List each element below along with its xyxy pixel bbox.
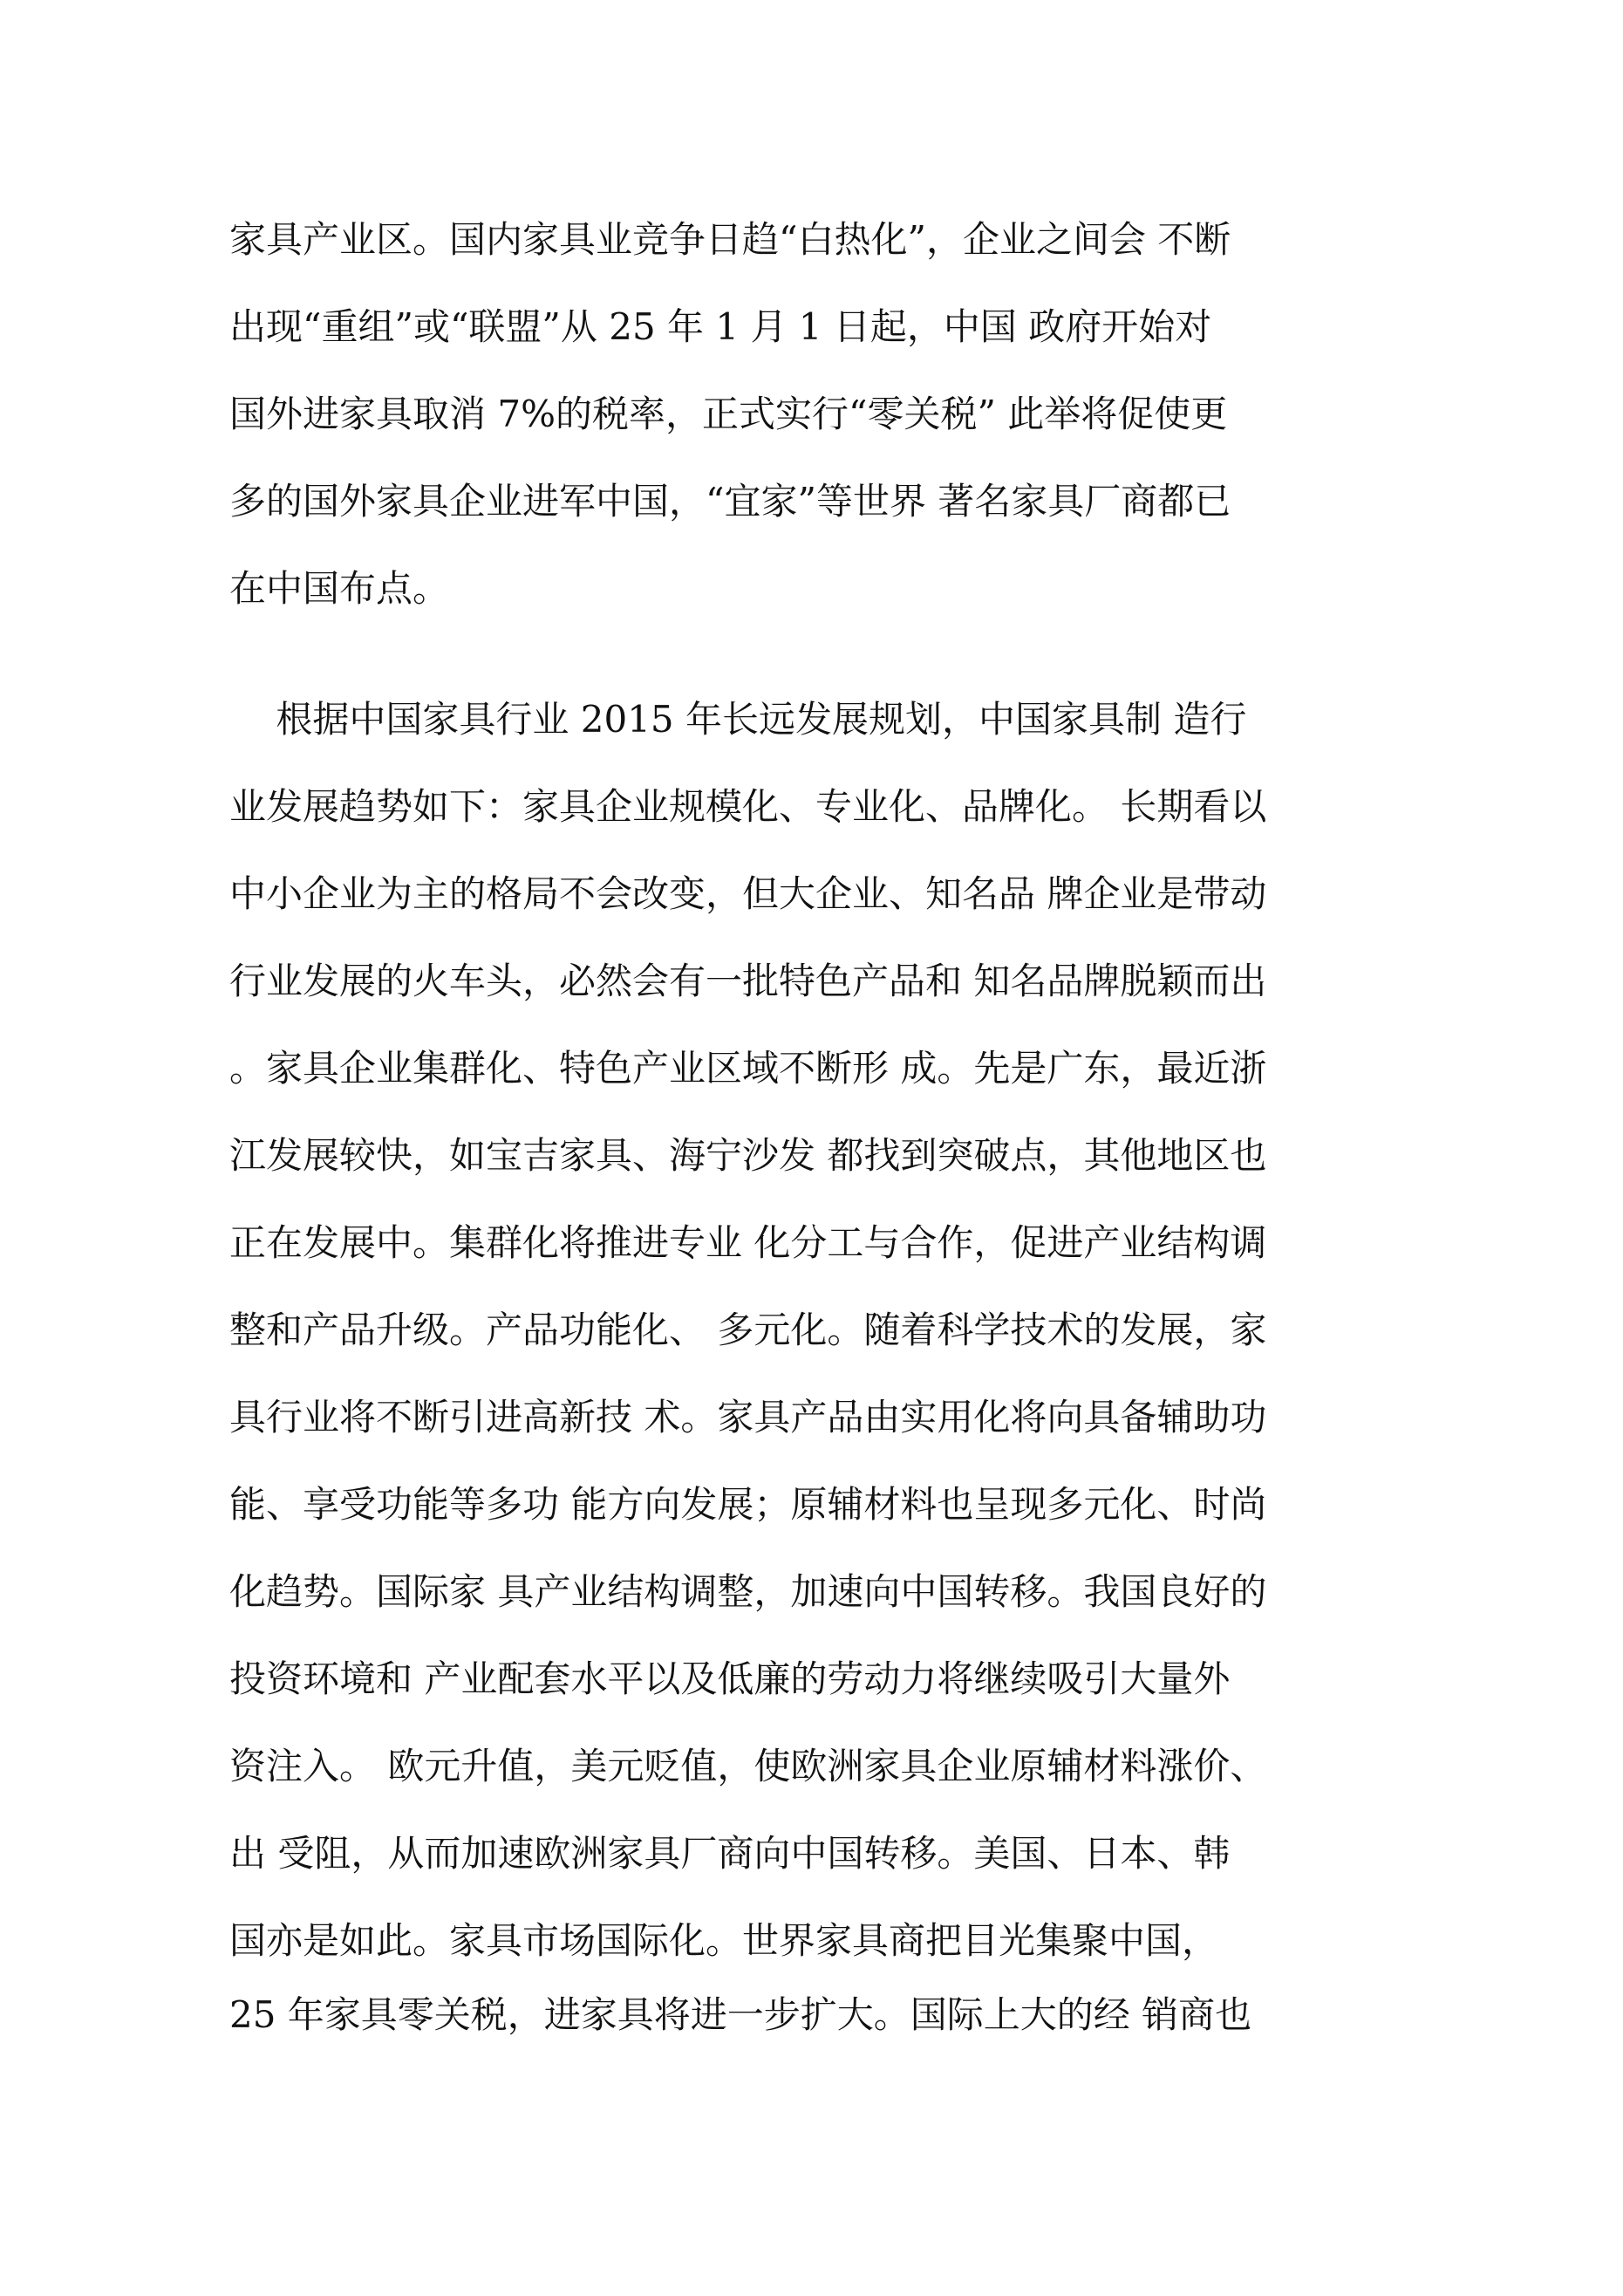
text-line: 国亦是如此。家具市场国际化。世界家具商把目光集聚中国， xyxy=(229,1919,1219,1962)
text-line: 业发展趋势如下：家具企业规模化、专业化、品牌化。 长期看以 xyxy=(229,785,1267,828)
text-line: 正在发展中。集群化将推进专业 化分工与合作，促进产业结构调 xyxy=(229,1221,1267,1264)
text-line: 25 年家具零关税，进家具将进一步扩大。国际上大的经 销商也 xyxy=(229,1993,1252,2036)
text-line: 行业发展的火车头，必然会有一批特色产品和 知名品牌脱颖而出 xyxy=(229,960,1267,1002)
text-line: 多的国外家具企业进军中国，“宜家”等世界 著名家具厂商都已 xyxy=(229,480,1231,523)
text-line: 能、享受功能等多功 能方向发展；原辅材料也呈现多元化、时尚 xyxy=(229,1483,1267,1526)
text-line: 在中国布点。 xyxy=(229,567,450,610)
text-line: 出现“重组”或“联盟”从 25 年 1 月 1 日起，中国 政府开始对 xyxy=(229,305,1212,348)
text-line: 化趋势。国际家 具产业结构调整，加速向中国转移。我国良好的 xyxy=(229,1570,1267,1613)
text-line: 家具产业区。国内家具业竞争日趋“白热化”，企业之间会 不断 xyxy=(229,218,1231,261)
text-line: 中小企业为主的格局不会改变，但大企业、知名品 牌企业是带动 xyxy=(229,872,1267,915)
text-line: 国外进家具取消 7%的税率，正式实行“零关税” 此举将促使更 xyxy=(229,393,1228,435)
text-line: 。家具企业集群化、特色产业区域不断形 成。先是广东，最近浙 xyxy=(229,1047,1267,1090)
text-line: 整和产品升级。产品功能化、 多元化。随着科学技术的发展，家 xyxy=(229,1309,1267,1351)
text-line: 出 受阻，从而加速欧洲家具厂商向中国转移。美国、日本、韩 xyxy=(229,1832,1231,1875)
text-line: 江发展较快，如宝吉家具、海宁沙发 都找到突破点，其他地区也 xyxy=(229,1134,1267,1177)
text-line: 资注入。 欧元升值，美元贬值，使欧洲家具企业原辅材料涨价、 xyxy=(229,1745,1267,1787)
text-line: 投资环境和 产业配套水平以及低廉的劳动力将继续吸引大量外 xyxy=(229,1657,1231,1700)
text-line: 具行业将不断引进高新技 术。家具产品由实用化将向具备辅助功 xyxy=(229,1396,1267,1438)
text-line: 根据中国家具行业 2015 年长远发展规划，中国家具制 造行 xyxy=(229,698,1247,741)
